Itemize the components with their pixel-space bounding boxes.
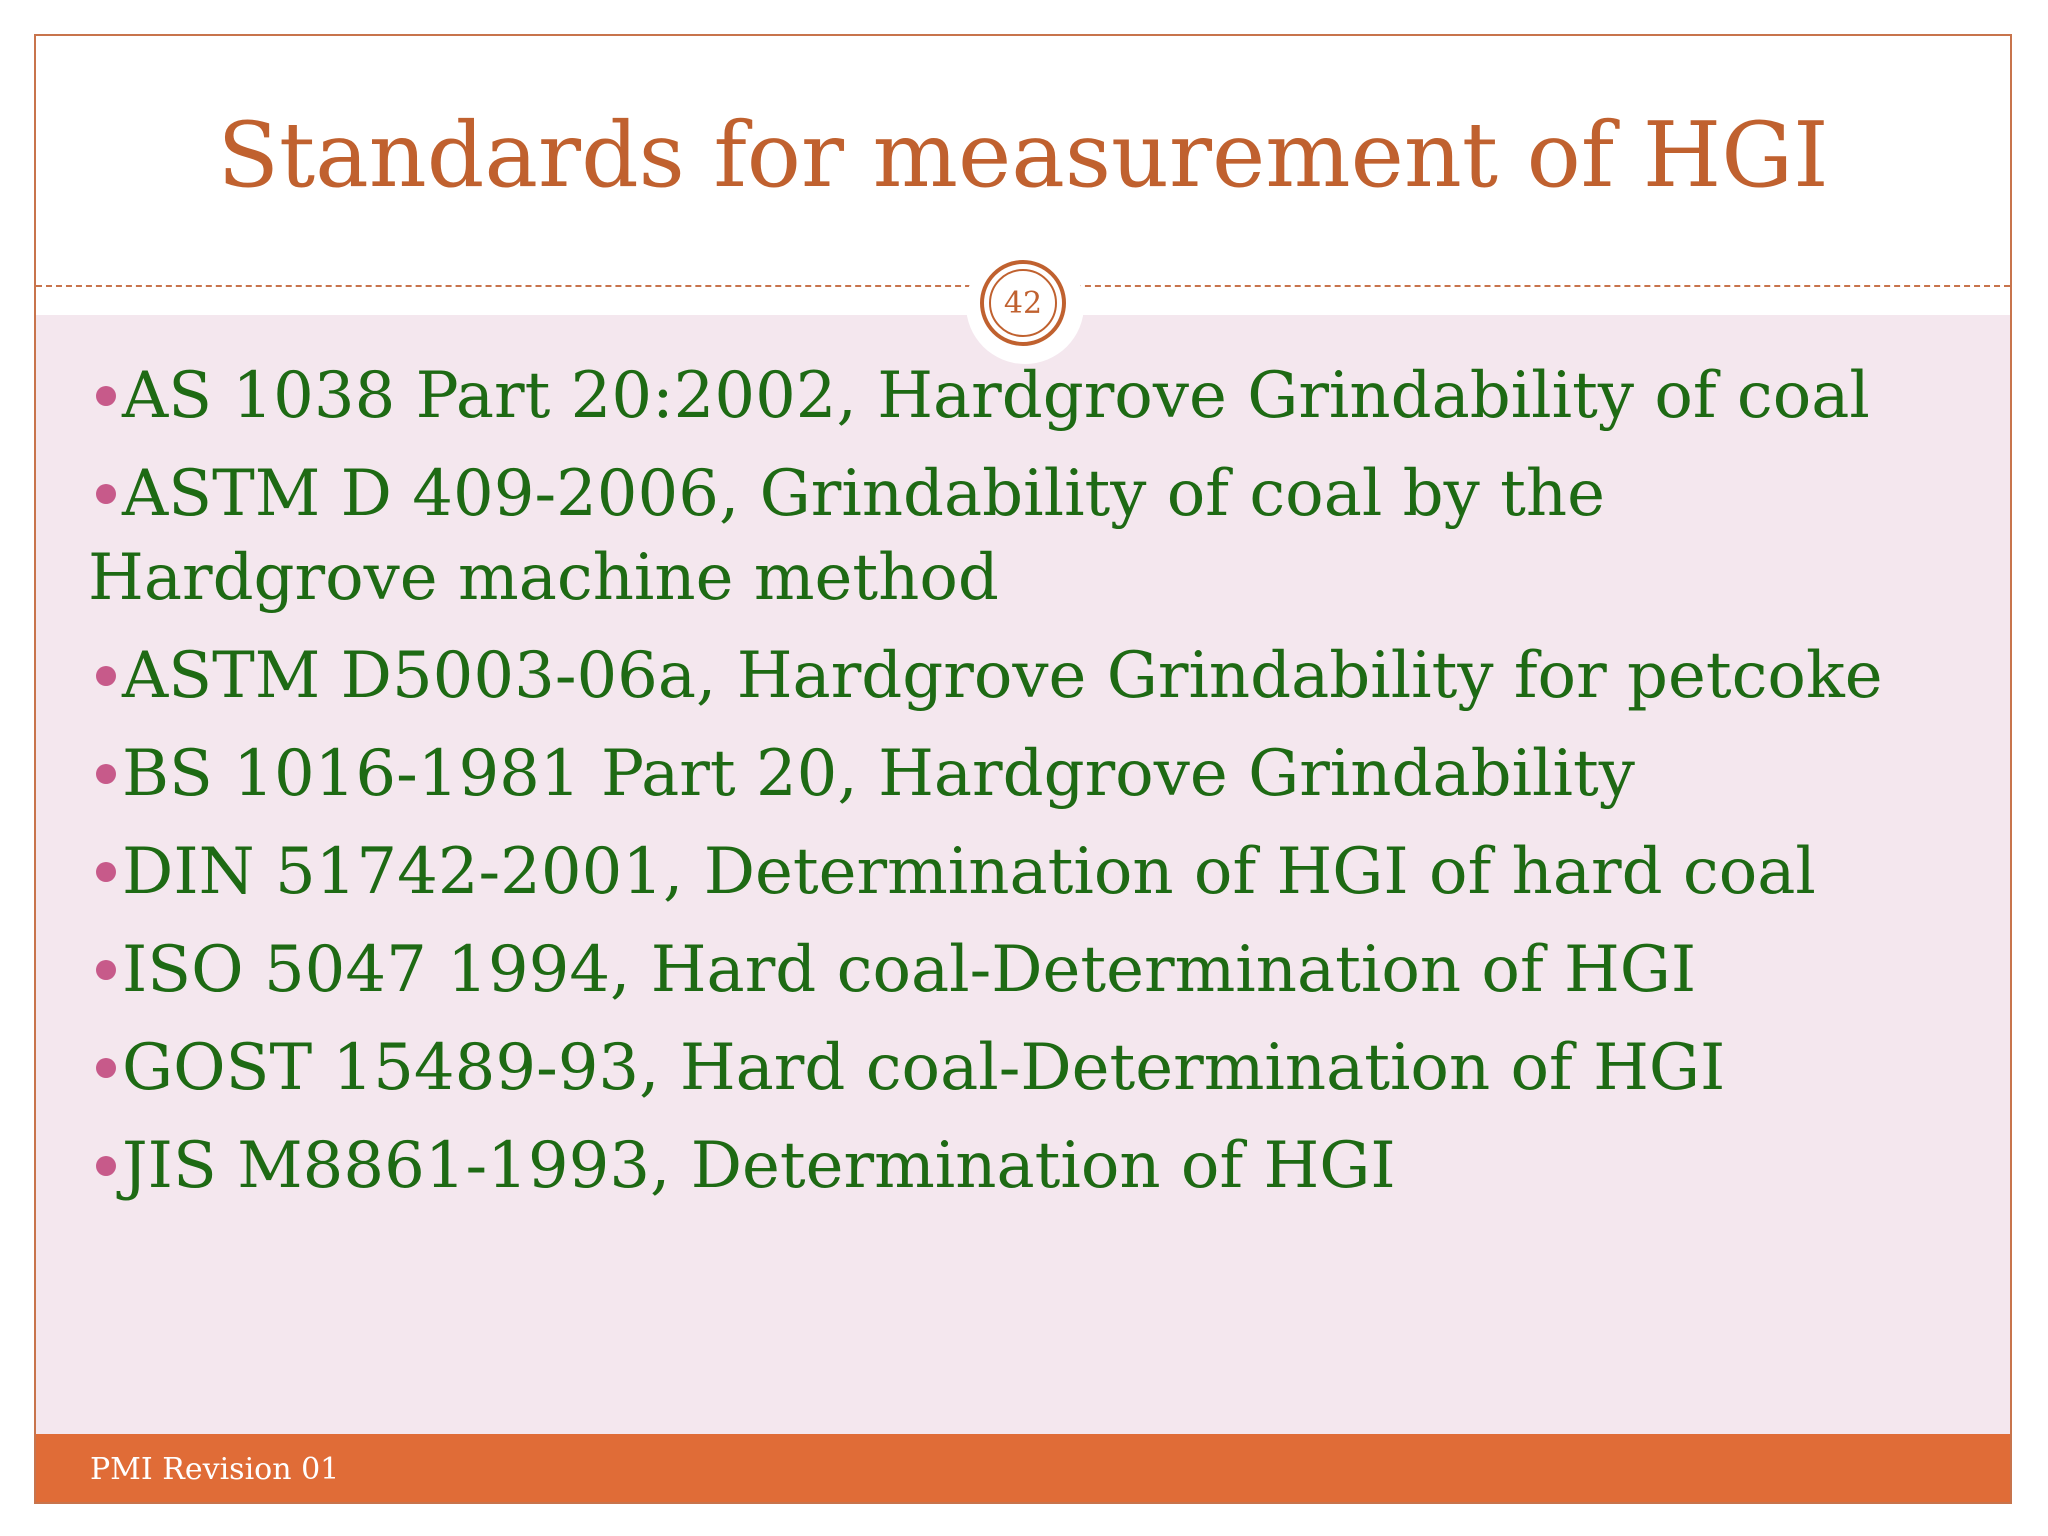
footer-text: PMI Revision 01 xyxy=(90,1452,340,1487)
footer-bar xyxy=(36,1434,2010,1502)
bullet-icon xyxy=(96,386,116,406)
list-item-text: BS 1016-1981 Part 20, Hardgrove Grindability xyxy=(122,737,1635,811)
page-number-badge xyxy=(980,260,1066,346)
list-item-text: ASTM D 409-2006, Grindability of coal by the Hardgrove machine method xyxy=(88,457,1605,615)
list-item-text: AS 1038 Part 20:2002, Hardgrove Grindability of coal xyxy=(122,359,1870,433)
list-item xyxy=(88,1026,1968,1110)
bullet-icon xyxy=(96,764,116,784)
bullet-icon xyxy=(96,862,116,882)
bullet-icon xyxy=(96,666,116,686)
slide xyxy=(34,34,2012,1504)
list-item xyxy=(88,634,1968,718)
list-item xyxy=(88,1124,1968,1208)
bullet-icon xyxy=(96,484,116,504)
standards-list xyxy=(88,354,1968,1222)
page-number: 42 xyxy=(989,269,1057,337)
list-item xyxy=(88,732,1968,816)
bullet-icon xyxy=(96,1058,116,1078)
list-item-text: DIN 51742-2001, Determination of HGI of hard coal xyxy=(122,835,1816,909)
list-item xyxy=(88,830,1968,914)
list-item-text: GOST 15489-93, Hard coal-Determination of HGI xyxy=(122,1031,1726,1105)
bullet-icon xyxy=(96,1156,116,1176)
slide-title: Standards for measurement of HGI xyxy=(217,103,1829,208)
list-item xyxy=(88,354,1968,438)
list-item-text: ASTM D5003-06a, Hardgrove Grindability for petcoke xyxy=(122,639,1883,713)
bullet-icon xyxy=(96,960,116,980)
list-item xyxy=(88,452,1968,620)
list-item-text: JIS M8861-1993, Determination of HGI xyxy=(122,1129,1396,1203)
list-item-text: ISO 5047 1994, Hard coal-Determination of HGI xyxy=(122,933,1697,1007)
list-item xyxy=(88,928,1968,1012)
